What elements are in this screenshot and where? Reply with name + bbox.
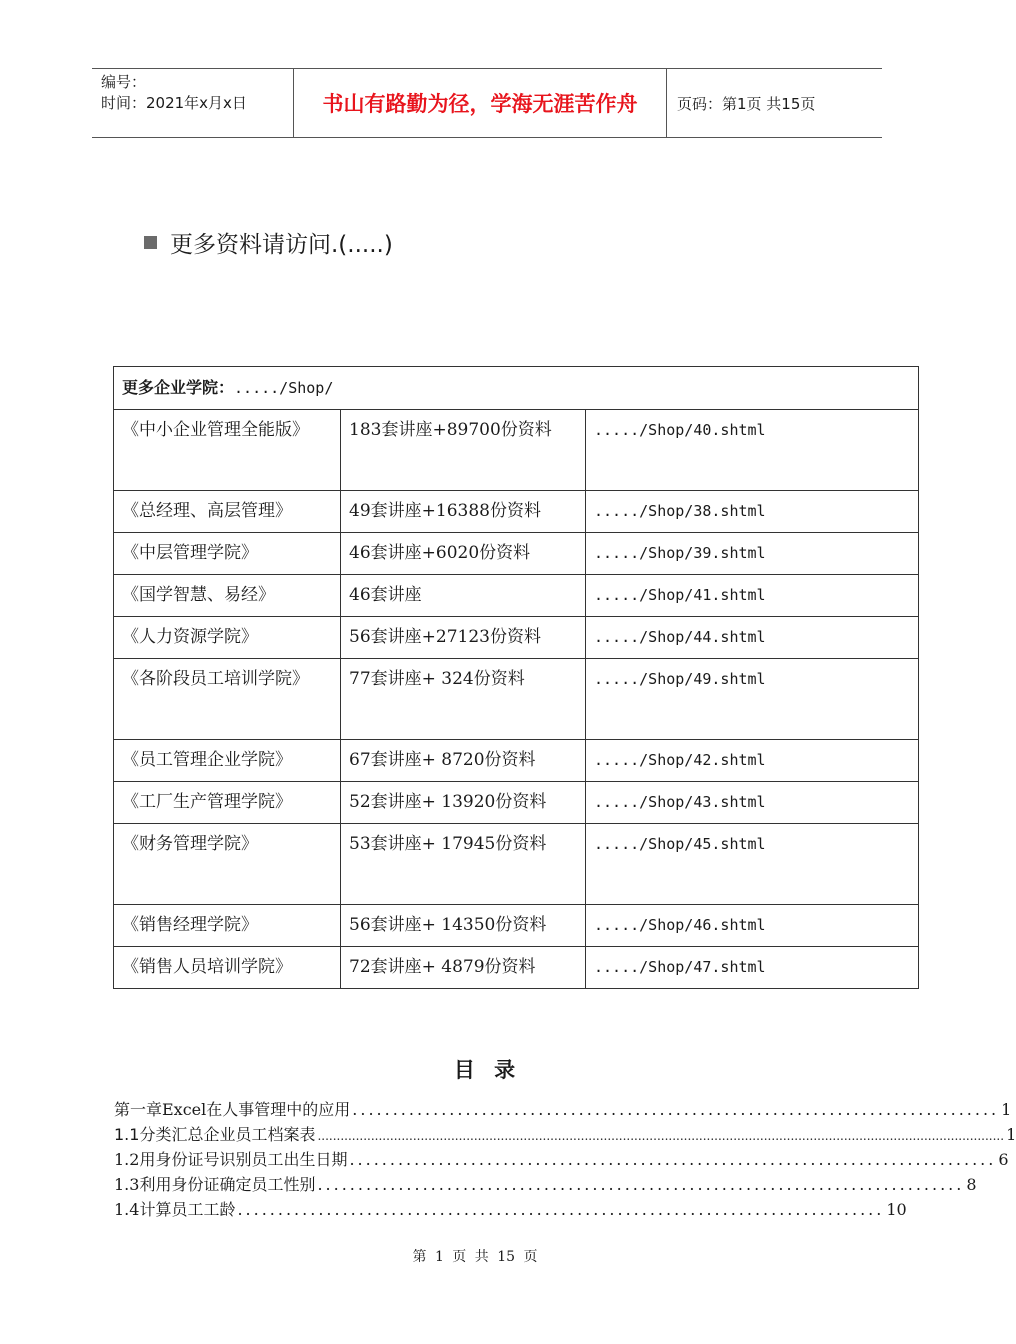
- course-name: 《总经理、高层管理》: [114, 491, 341, 533]
- table-row: [114, 533, 919, 575]
- notice-text: 更多资料请访问.(.....): [170, 232, 393, 258]
- course-desc: 77套讲座+ 324份资料: [341, 659, 586, 740]
- toc-leader: ................................................................................: [237, 1200, 885, 1219]
- course-link[interactable]: ...../Shop/42.shtml: [586, 740, 919, 782]
- page-header: [92, 68, 882, 138]
- course-link[interactable]: ...../Shop/41.shtml: [586, 575, 919, 617]
- toc-title: 目 录: [453, 1058, 522, 1082]
- table-row: [114, 740, 919, 782]
- course-name: 《销售人员培训学院》: [114, 947, 341, 989]
- page-footer: 第 1 页 共 15 页: [412, 1249, 538, 1265]
- course-name: 《国学智慧、易经》: [114, 575, 341, 617]
- table-row: [114, 659, 919, 740]
- course-desc: 53套讲座+ 17945份资料: [341, 824, 586, 905]
- toc-entry-text: 1.2用身份证号识别员工出生日期: [114, 1150, 348, 1169]
- table-row: [114, 905, 919, 947]
- table-header-cell: [114, 367, 919, 410]
- header-number: 编号：: [101, 73, 147, 91]
- header-page-info: 页码：第1页 共15页: [677, 94, 816, 113]
- toc-entry[interactable]: [114, 1122, 1016, 1147]
- notice-line: [144, 226, 393, 259]
- toc-entry-text: 1.3利用身份证确定员工性别: [114, 1175, 316, 1194]
- course-name: 《销售经理学院》: [114, 905, 341, 947]
- toc-entry[interactable]: [114, 1197, 907, 1222]
- table-row: [114, 575, 919, 617]
- header-time: 时间：2021年x月x日: [101, 94, 247, 112]
- course-name: 《员工管理企业学院》: [114, 740, 341, 782]
- toc-leader: ....................................................................................................................................................................................: [317, 1129, 1005, 1143]
- toc-leader: ................................................................................: [349, 1150, 997, 1169]
- course-link[interactable]: ...../Shop/47.shtml: [586, 947, 919, 989]
- toc-leader: ................................................................................: [317, 1175, 965, 1194]
- course-name: 《中小企业管理全能版》: [114, 410, 341, 491]
- table-header-label: 更多企业学院：: [122, 378, 235, 397]
- course-desc: 183套讲座+89700份资料: [341, 410, 586, 491]
- course-name: 《各阶段员工培训学院》: [114, 659, 341, 740]
- toc-entry-text: 1.1分类汇总企业员工档案表: [114, 1125, 316, 1144]
- toc-entry[interactable]: [114, 1097, 1012, 1122]
- course-desc: 56套讲座+ 14350份资料: [341, 905, 586, 947]
- header-motto: 书山有路勤为径，学海无涯苦作舟: [293, 69, 667, 137]
- toc-entry-page: 1: [1001, 1100, 1012, 1119]
- table-row: [114, 491, 919, 533]
- course-link[interactable]: ...../Shop/38.shtml: [586, 491, 919, 533]
- course-desc: 46套讲座+6020份资料: [341, 533, 586, 575]
- table-row: [114, 617, 919, 659]
- toc-entry-text: 第一章Excel在人事管理中的应用: [114, 1100, 351, 1119]
- table-row: [114, 824, 919, 905]
- course-link[interactable]: ...../Shop/44.shtml: [586, 617, 919, 659]
- course-desc: 46套讲座: [341, 575, 586, 617]
- course-desc: 72套讲座+ 4879份资料: [341, 947, 586, 989]
- course-link[interactable]: ...../Shop/46.shtml: [586, 905, 919, 947]
- table-row: [114, 947, 919, 989]
- course-desc: 49套讲座+16388份资料: [341, 491, 586, 533]
- course-desc: 52套讲座+ 13920份资料: [341, 782, 586, 824]
- square-bullet-icon: [144, 236, 157, 249]
- course-name: 《人力资源学院》: [114, 617, 341, 659]
- toc-entry[interactable]: [114, 1172, 977, 1197]
- toc-leader: ................................................................................: [352, 1100, 1000, 1119]
- course-name: 《工厂生产管理学院》: [114, 782, 341, 824]
- header-meta: [92, 69, 293, 137]
- table-row: [114, 410, 919, 491]
- course-desc: 67套讲座+ 8720份资料: [341, 740, 586, 782]
- course-link[interactable]: ...../Shop/49.shtml: [586, 659, 919, 740]
- toc-entry-page: 8: [966, 1175, 977, 1194]
- course-table: [113, 366, 919, 989]
- table-row: [114, 782, 919, 824]
- course-link[interactable]: ...../Shop/45.shtml: [586, 824, 919, 905]
- table-of-contents: [114, 1097, 1016, 1222]
- table-header-link[interactable]: ...../Shop/: [234, 379, 334, 397]
- toc-entry-page: 10: [886, 1200, 907, 1219]
- toc-entry[interactable]: [114, 1147, 1009, 1172]
- toc-entry-page: 1: [1006, 1125, 1016, 1144]
- course-name: 《财务管理学院》: [114, 824, 341, 905]
- toc-entry-text: 1.4计算员工工龄: [114, 1200, 236, 1219]
- toc-entry-page: 6: [998, 1150, 1009, 1169]
- course-desc: 56套讲座+27123份资料: [341, 617, 586, 659]
- course-link[interactable]: ...../Shop/39.shtml: [586, 533, 919, 575]
- course-link[interactable]: ...../Shop/40.shtml: [586, 410, 919, 491]
- course-name: 《中层管理学院》: [114, 533, 341, 575]
- course-link[interactable]: ...../Shop/43.shtml: [586, 782, 919, 824]
